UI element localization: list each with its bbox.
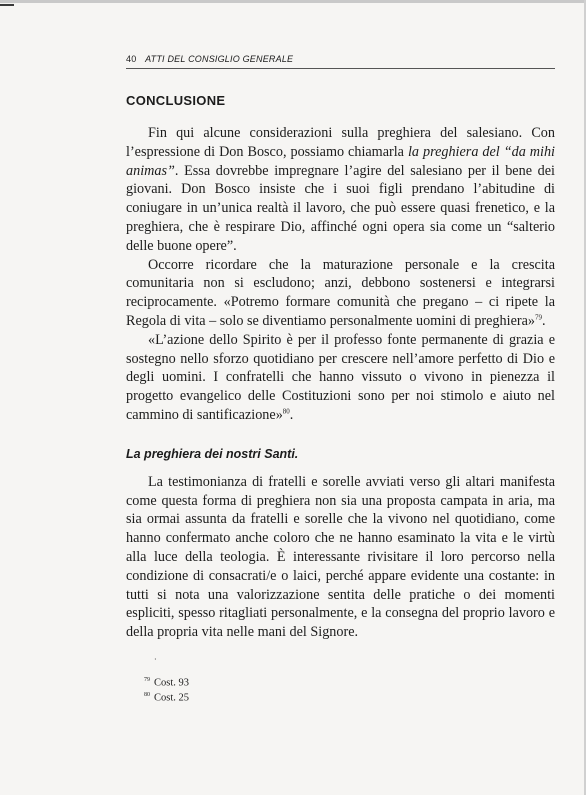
- conclusion-p3-text: «L’azione dello Spirito è per il professo fonte permanente di grazia e sostegno nello sforzo quotidiano per crescere nell’amore perfetto di Dio e degli uomini. I confratelli che hanno vissuto o vivono in pienezza il progetto evangelico delle Costituzioni sono per noi stimolo e aiuto nel cammino di santificazione»: [126, 331, 555, 423]
- footnote-79: [126, 674, 555, 690]
- conclusion-p3-end: .: [289, 406, 294, 423]
- section-heading-conclusione: CONCLUSIONE: [126, 93, 226, 108]
- footnote-80: [126, 689, 555, 705]
- footnotes: [126, 674, 555, 705]
- footnote-mark: 79: [144, 676, 150, 683]
- conclusion-paragraph-2: [126, 256, 555, 331]
- conclusion-paragraph-1: [126, 124, 555, 256]
- footnote-mark: 80: [144, 692, 150, 699]
- page: [126, 50, 555, 705]
- running-head-title: ATTI DEL CONSIGLIO GENERALE: [145, 54, 294, 64]
- subsection-heading-saints: La preghiera dei nostri Santi.: [126, 446, 299, 461]
- saints-paragraph-1: La testimonianza di fratelli e sorelle avviati verso gli altari manifesta come questa forma di preghiera non sia una proposta campata in aria, ma sia ormai assunta da fratelli e sorelle che la vivono nel quotidiano, come hanno confermato anche coloro che ne hanno esaminato la vita e le virtù alla luce della teologia. È interessante rivisitare il loro percorso nella condizione di consacrati/e o laici, perché appare evidente una costante: in tutti si nota una valorizzazione sentita delle pratiche o dei momenti espliciti, spesso ritagliati personalmente, e la consegna del proprio lavoro e della propria vita nelle mani del Signore.: [126, 473, 555, 641]
- conclusion-p1-text-b: . Essa dovrebbe impregnare l’agire del salesiano per il bene dei giovani. Don Bosco insiste che i suoi figli prendano l’abitudine di coniugare in un’unica realtà il lavoro, che può essere quasi frenetico, e la preghiera, che è respirare Dio, affinché ogni opera sia come un “salterio delle buone opere”.: [126, 162, 555, 254]
- running-head: [126, 50, 555, 69]
- conclusion-p1-text-a: Fin qui alcune considerazioni sulla preghiera del salesiano. Con l’espressione di Don Bosco, possiamo chiamarla: [126, 125, 555, 160]
- conclusion-p2-end: .: [541, 312, 546, 329]
- footnote-ref-79[interactable]: 79: [534, 313, 542, 322]
- footnote-text: Cost. 25: [154, 692, 190, 704]
- footnote-ref-80[interactable]: 80: [282, 407, 290, 416]
- conclusion-paragraph-3: [126, 331, 555, 425]
- scan-corner-mark: [0, 4, 14, 6]
- separator-dot: ·: [154, 654, 157, 664]
- conclusion-p1-emphasis: la preghiera del “da mihi animas”: [126, 143, 555, 179]
- page-number: 40: [126, 54, 137, 64]
- scan-top-edge: [0, 0, 586, 3]
- footnote-text: Cost. 93: [154, 677, 190, 689]
- conclusion-p2-text: Occorre ricordare che la maturazione personale e la crescita comunitaria non si escludono; anzi, debbono sostenersi e integrarsi reciprocamente. «Potremo formare comunità che pregano – ci ripete la Regola di vita – solo se diventiamo personalmente uomini di preghiera»: [126, 256, 555, 329]
